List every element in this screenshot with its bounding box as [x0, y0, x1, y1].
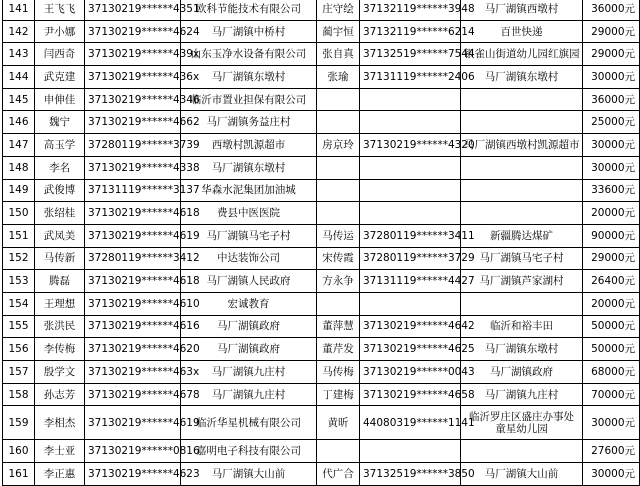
loan-amount-cell: 50000元: [583, 338, 640, 361]
borrower-name-cell: 李名: [35, 156, 85, 179]
guarantor-id-cell: 37132519******7544: [360, 43, 461, 66]
borrower-workplace-cell: 临沂华星机械有限公司: [181, 406, 317, 440]
guarantor-id-cell: [360, 179, 461, 202]
borrower-name-cell: 王飞飞: [35, 0, 85, 20]
guarantor-workplace-cell: 马厂湖镇东墩村: [461, 66, 583, 89]
guarantor-name-cell: [317, 440, 360, 463]
table-row: [3, 179, 640, 202]
row-number-cell: 155: [3, 315, 35, 338]
borrower-id-cell: 37131119******3137: [85, 179, 181, 202]
borrower-id-cell: 37130219******4616: [85, 315, 181, 338]
row-number-cell: 149: [3, 179, 35, 202]
table-row: [3, 224, 640, 247]
guarantor-id-cell: 37132119******6214: [360, 20, 461, 43]
guarantor-workplace-cell: 马厂湖镇九庄村: [461, 383, 583, 406]
guarantor-workplace-cell: 马厂湖镇西墩村: [461, 0, 583, 20]
borrower-id-cell: 37130219******4678: [85, 383, 181, 406]
guarantor-id-cell: 37132119******3948: [360, 0, 461, 20]
table-row: [3, 43, 640, 66]
guarantor-name-cell: 马传运: [317, 224, 360, 247]
guarantor-name-cell: 代广合: [317, 463, 360, 486]
table-row: [3, 270, 640, 293]
guarantor-id-cell: [360, 292, 461, 315]
row-number-cell: 144: [3, 66, 35, 89]
table-row: [3, 66, 640, 89]
guarantor-name-cell: 方永争: [317, 270, 360, 293]
loan-amount-cell: 30000元: [583, 134, 640, 157]
borrower-workplace-cell: 马厂湖镇人民政府: [181, 270, 317, 293]
borrower-id-cell: 37130219******4662: [85, 111, 181, 134]
borrower-workplace-cell: 马厂湖镇九庄村: [181, 361, 317, 384]
borrower-workplace-cell: 马厂湖镇大山前: [181, 463, 317, 486]
guarantor-name-cell: [317, 156, 360, 179]
table-row: [3, 0, 640, 20]
guarantor-id-cell: 37280119******3411: [360, 224, 461, 247]
guarantor-id-cell: [360, 111, 461, 134]
guarantor-name-cell: [317, 202, 360, 225]
loan-amount-cell: 30000元: [583, 406, 640, 440]
loan-amount-cell: 26400元: [583, 270, 640, 293]
guarantor-id-cell: 37130219******0043: [360, 361, 461, 384]
borrower-name-cell: 张洪民: [35, 315, 85, 338]
borrower-id-cell: 37130219******4620: [85, 338, 181, 361]
table-row: [3, 20, 640, 43]
guarantor-name-cell: 庄守绘: [317, 0, 360, 20]
guarantor-name-cell: [317, 111, 360, 134]
guarantor-workplace-cell: 临沂罗庄区盛庄办事处童星幼儿园: [461, 406, 583, 440]
guarantor-name-cell: 张自真: [317, 43, 360, 66]
guarantor-workplace-cell: [461, 88, 583, 111]
row-number-cell: 160: [3, 440, 35, 463]
row-number-cell: 151: [3, 224, 35, 247]
borrower-id-cell: 37130219******4610: [85, 292, 181, 315]
guarantor-id-cell: [360, 440, 461, 463]
borrower-name-cell: 申伸佳: [35, 88, 85, 111]
borrower-id-cell: 37130219******4346: [85, 88, 181, 111]
borrower-id-cell: 37280119******3739: [85, 134, 181, 157]
loan-amount-cell: 30000元: [583, 156, 640, 179]
guarantor-workplace-cell: [461, 156, 583, 179]
loan-amount-cell: 90000元: [583, 224, 640, 247]
guarantor-name-cell: 张瑜: [317, 66, 360, 89]
guarantor-id-cell: 37131119******2406: [360, 66, 461, 89]
borrower-name-cell: 闫西奇: [35, 43, 85, 66]
borrower-name-cell: 魏宁: [35, 111, 85, 134]
borrower-id-cell: 37130219******4623: [85, 463, 181, 486]
borrower-workplace-cell: 马厂湖镇务益庄村: [181, 111, 317, 134]
borrower-name-cell: 李传梅: [35, 338, 85, 361]
guarantor-workplace-cell: 马厂湖镇马宅子村: [461, 247, 583, 270]
table-row: [3, 440, 640, 463]
borrower-workplace-cell: 马厂湖镇政府: [181, 338, 317, 361]
borrower-workplace-cell: 马厂湖镇九庄村: [181, 383, 317, 406]
guarantor-name-cell: 丁建梅: [317, 383, 360, 406]
guarantor-id-cell: [360, 202, 461, 225]
loan-amount-cell: 30000元: [583, 66, 640, 89]
guarantor-workplace-cell: 马厂湖镇大山前: [461, 463, 583, 486]
row-number-cell: 147: [3, 134, 35, 157]
guarantor-workplace-cell: 马厂湖镇芦家湖村: [461, 270, 583, 293]
table-row: [3, 338, 640, 361]
guarantor-workplace-cell: [461, 292, 583, 315]
borrower-name-cell: 李士亚: [35, 440, 85, 463]
borrower-name-cell: 马传新: [35, 247, 85, 270]
loan-amount-cell: 29000元: [583, 247, 640, 270]
borrower-workplace-cell: 马厂湖镇马宅子村: [181, 224, 317, 247]
borrower-workplace-cell: 西墩村凯源超市: [181, 134, 317, 157]
borrower-workplace-cell: 中达装饰公司: [181, 247, 317, 270]
row-number-cell: 153: [3, 270, 35, 293]
loan-amount-cell: 33600元: [583, 179, 640, 202]
row-number-cell: 158: [3, 383, 35, 406]
borrower-workplace-cell: 欧科节能技术有限公司: [181, 0, 317, 20]
table-row: [3, 247, 640, 270]
row-number-cell: 150: [3, 202, 35, 225]
borrower-name-cell: 殷学文: [35, 361, 85, 384]
guarantor-workplace-cell: [461, 202, 583, 225]
borrower-workplace-cell: 费县中医医院: [181, 202, 317, 225]
guarantor-name-cell: 董萍慧: [317, 315, 360, 338]
borrower-id-cell: 37130219******436x: [85, 66, 181, 89]
table-body: [3, 0, 640, 485]
table-row: [3, 134, 640, 157]
loan-amount-cell: 29000元: [583, 43, 640, 66]
borrower-name-cell: 王理想: [35, 292, 85, 315]
guarantor-id-cell: 37130219******4625: [360, 338, 461, 361]
table-row: [3, 406, 640, 440]
row-number-cell: 143: [3, 43, 35, 66]
borrower-name-cell: 李相杰: [35, 406, 85, 440]
guarantor-id-cell: 37132519******3850: [360, 463, 461, 486]
borrower-name-cell: 武俊博: [35, 179, 85, 202]
borrower-name-cell: 高玉学: [35, 134, 85, 157]
table-row: [3, 156, 640, 179]
guarantor-workplace-cell: [461, 111, 583, 134]
row-number-cell: 142: [3, 20, 35, 43]
loan-amount-cell: 30000元: [583, 463, 640, 486]
row-number-cell: 145: [3, 88, 35, 111]
table-row: [3, 202, 640, 225]
guarantor-workplace-cell: 马厂湖镇政府: [461, 361, 583, 384]
borrower-id-cell: 37130219******4338: [85, 156, 181, 179]
borrower-id-cell: 37130219******4619: [85, 406, 181, 440]
guarantor-id-cell: [360, 156, 461, 179]
guarantor-workplace-cell: 马厂湖镇东墩村: [461, 338, 583, 361]
row-number-cell: 154: [3, 292, 35, 315]
guarantor-name-cell: 董芹发: [317, 338, 360, 361]
loan-amount-cell: 29000元: [583, 20, 640, 43]
borrower-workplace-cell: 山东玉净水设备有限公司: [181, 43, 317, 66]
borrower-id-cell: 37130219******4618: [85, 202, 181, 225]
table-row: [3, 361, 640, 384]
guarantor-id-cell: 37130219******4658: [360, 383, 461, 406]
table-row: [3, 88, 640, 111]
guarantor-id-cell: 37131119******4427: [360, 270, 461, 293]
guarantor-id-cell: 37130219******4320: [360, 134, 461, 157]
borrower-workplace-cell: 宏诚教育: [181, 292, 317, 315]
loan-amount-cell: 27600元: [583, 440, 640, 463]
borrower-name-cell: 腾磊: [35, 270, 85, 293]
guarantor-workplace-cell: [461, 440, 583, 463]
borrower-workplace-cell: 马厂湖镇东墩村: [181, 156, 317, 179]
guarantor-id-cell: 44080319******1141: [360, 406, 461, 440]
table-row: [3, 383, 640, 406]
guarantor-id-cell: [360, 88, 461, 111]
guarantor-workplace-cell: [461, 179, 583, 202]
loan-amount-cell: 20000元: [583, 202, 640, 225]
guarantor-workplace-cell: 马厂湖镇西墩村凯源超市: [461, 134, 583, 157]
borrower-id-cell: 37130219******4624: [85, 20, 181, 43]
borrower-name-cell: 武凤美: [35, 224, 85, 247]
guarantor-name-cell: [317, 88, 360, 111]
guarantor-workplace-cell: 百世快递: [461, 20, 583, 43]
row-number-cell: 148: [3, 156, 35, 179]
borrower-workplace-cell: 马厂湖镇政府: [181, 315, 317, 338]
row-number-cell: 156: [3, 338, 35, 361]
guarantor-name-cell: [317, 292, 360, 315]
guarantor-name-cell: [317, 179, 360, 202]
row-number-cell: 152: [3, 247, 35, 270]
row-number-cell: 157: [3, 361, 35, 384]
borrower-id-cell: 37130219******4619: [85, 224, 181, 247]
row-number-cell: 141: [3, 0, 35, 20]
borrower-id-cell: 37130219******4618: [85, 270, 181, 293]
guarantor-name-cell: 黄昕: [317, 406, 360, 440]
table-row: [3, 463, 640, 486]
row-number-cell: 146: [3, 111, 35, 134]
borrower-id-cell: 37130219******463x: [85, 361, 181, 384]
borrower-id-cell: 37130219******0816: [85, 440, 181, 463]
guarantor-name-cell: 房京玲: [317, 134, 360, 157]
loan-amount-cell: 20000元: [583, 292, 640, 315]
table-row: [3, 111, 640, 134]
guarantor-name-cell: 马传梅: [317, 361, 360, 384]
guarantor-name-cell: 宋传霞: [317, 247, 360, 270]
guarantor-workplace-cell: 新疆腾达煤矿: [461, 224, 583, 247]
guarantor-workplace-cell: 临沂和裕丰田: [461, 315, 583, 338]
loan-amount-cell: 68000元: [583, 361, 640, 384]
loan-amount-cell: 50000元: [583, 315, 640, 338]
row-number-cell: 159: [3, 406, 35, 440]
loan-amount-cell: 36000元: [583, 88, 640, 111]
borrower-name-cell: 李正惠: [35, 463, 85, 486]
row-number-cell: 161: [3, 463, 35, 486]
borrower-workplace-cell: 马厂湖镇中桥村: [181, 20, 317, 43]
borrower-workplace-cell: 马厂湖镇东墩村: [181, 66, 317, 89]
guarantor-name-cell: 蔺宇恒: [317, 20, 360, 43]
guarantor-workplace-cell: 银雀山街道幼儿园红旗园: [461, 43, 583, 66]
borrower-workplace-cell: 临沂市置业担保有限公司: [181, 88, 317, 111]
guarantor-id-cell: 37130219******4642: [360, 315, 461, 338]
borrower-name-cell: 孙志芳: [35, 383, 85, 406]
table-row: [3, 292, 640, 315]
loan-amount-cell: 70000元: [583, 383, 640, 406]
loan-amount-cell: 36000元: [583, 0, 640, 20]
table-row: [3, 315, 640, 338]
borrower-workplace-cell: 华森水泥集团加油城: [181, 179, 317, 202]
loan-amount-cell: 25000元: [583, 111, 640, 134]
loan-guarantee-table: [2, 0, 640, 486]
guarantor-id-cell: 37280119******3729: [360, 247, 461, 270]
borrower-workplace-cell: 嘉明电子科技有限公司: [181, 440, 317, 463]
borrower-name-cell: 尹小娜: [35, 20, 85, 43]
borrower-name-cell: 张绍桂: [35, 202, 85, 225]
borrower-name-cell: 武克建: [35, 66, 85, 89]
borrower-id-cell: 37280119******3412: [85, 247, 181, 270]
borrower-id-cell: 37130219******4351: [85, 0, 181, 20]
borrower-id-cell: 37130219******439x: [85, 43, 181, 66]
